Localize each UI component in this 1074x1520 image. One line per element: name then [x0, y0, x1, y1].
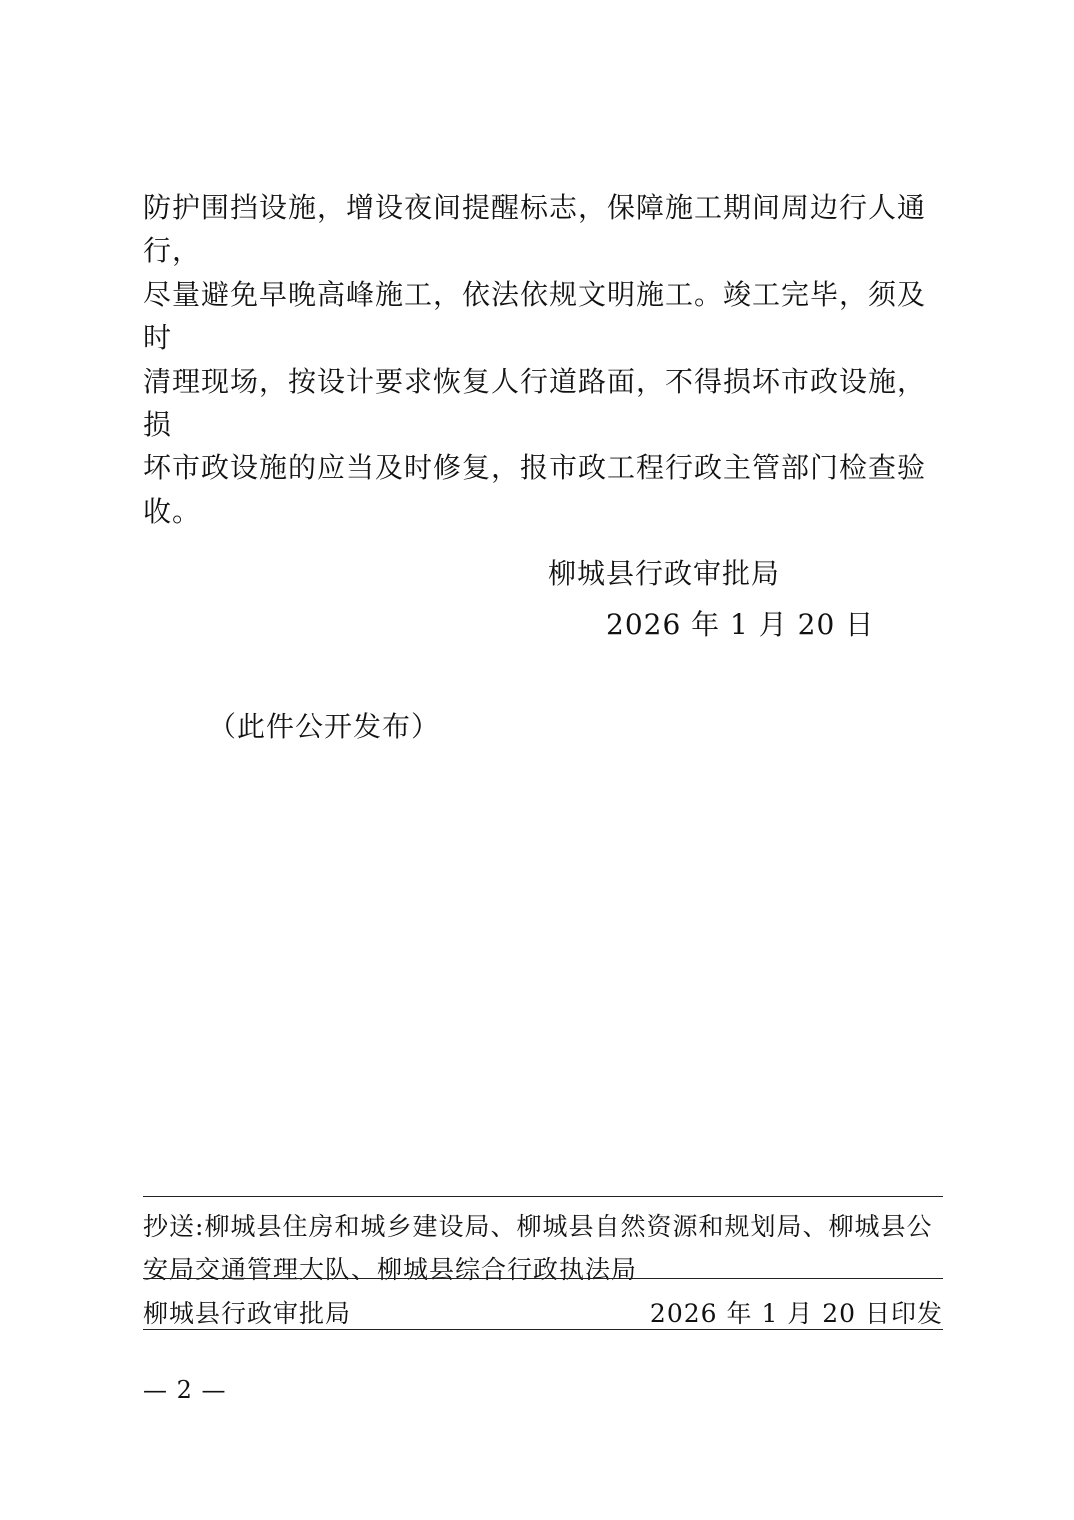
signature-agency: 柳城县行政审批局	[548, 557, 781, 590]
issuance-date: 2026 年 1 月 20 日印发	[649, 1299, 943, 1328]
body-paragraph: 防护围挡设施，增设夜间提醒标志，保障施工期间周边行人通行， 尽量避免早晚高峰施工，依法依规文明施工。竣工完毕，须及时 清理现场，按设计要求恢复人行道路面，不得损坏市政设施，损 坏市政设施的应当及时修复，报市政工程行政主管部门检查验 收。	[143, 191, 927, 528]
disclosure-note: （此件公开发布）	[208, 710, 441, 743]
issuer-name: 柳城县行政审批局	[143, 1299, 352, 1328]
page-number: — 2 —	[143, 1376, 227, 1404]
cc-top-rule	[143, 1196, 943, 1197]
issuance-row	[143, 1294, 943, 1330]
cc-label: 抄送:	[143, 1212, 205, 1241]
cc-recipients: 柳城县住房和城乡建设局、柳城县自然资源和规划局、柳城县公安局交通管理大队、柳城县综合行政执法局	[143, 1212, 933, 1284]
cc-bottom-rule	[143, 1278, 943, 1279]
signature-date: 2026 年 1 月 20 日	[606, 608, 875, 641]
issuance-bottom-rule	[143, 1329, 943, 1330]
